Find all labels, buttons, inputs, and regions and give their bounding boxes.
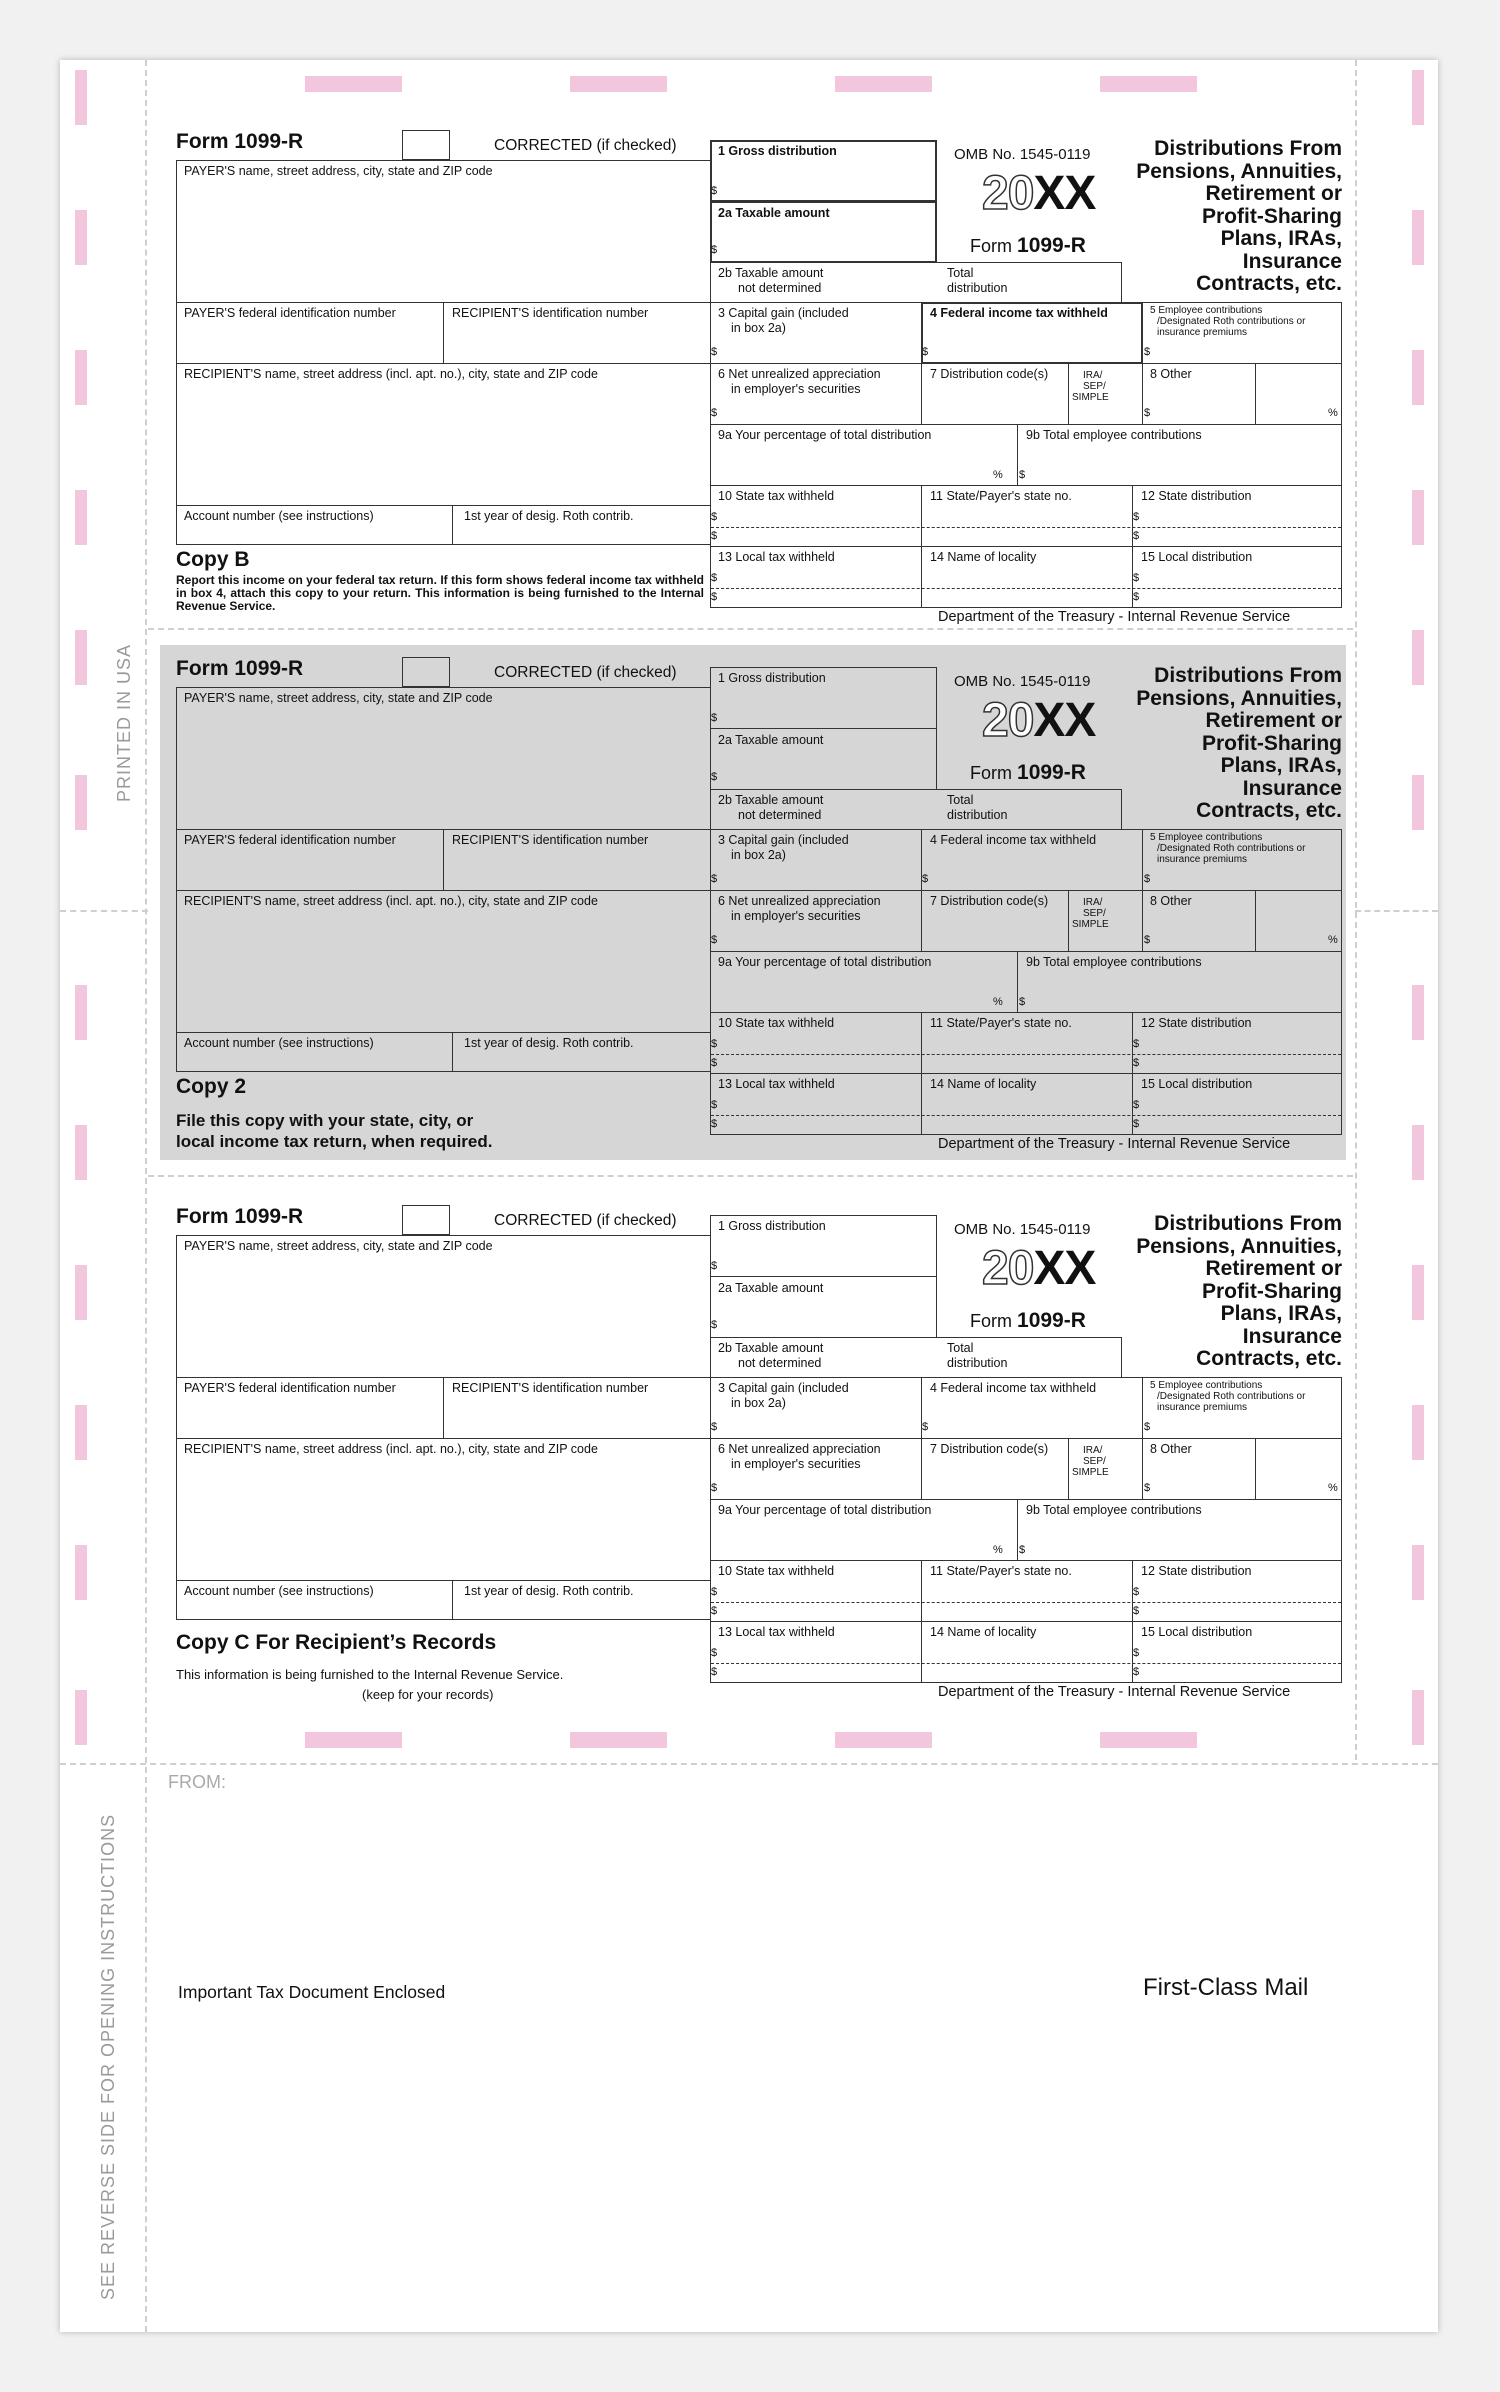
box10-dollar-2: $ [711,1605,718,1617]
roth-year-label: 1st year of desig. Roth contrib. [464,1584,634,1598]
box15-label: 15 Local distribution [1141,1077,1253,1091]
dist-line: Distributions From [1154,664,1342,687]
recipient-name-field[interactable] [176,1438,711,1581]
recipient-tin-label: RECIPIENT'S identification number [452,306,649,320]
pinfeed-mark [1100,1732,1197,1748]
box3-label: 3 Capital gain (included [718,833,849,847]
box9b-label: 9b Total employee contributions [1026,1503,1202,1517]
dist-line: Plans, IRAs, [1220,227,1342,250]
box14-label: 14 Name of locality [930,550,1037,564]
box11-label: 11 State/Payer's state no. [930,1016,1072,1030]
department-label: Department of the Treasury - Internal Revenue Service [938,609,1291,625]
dist-line: Contracts, etc. [1196,799,1342,822]
pinfeed-mark [305,1732,402,1748]
box10-dollar-2: $ [711,530,718,542]
department-label: Department of the Treasury - Internal Revenue Service [938,1684,1291,1700]
box4-label: 4 Federal income tax withheld [930,833,1097,847]
box6-label: 6 Net unrealized appreciation [718,1442,881,1456]
tax-year-outline: 20 [982,1242,1034,1295]
sep-label: SEP/ [1083,1456,1106,1467]
dist-line: Distributions From [1154,137,1342,160]
corrected-label: CORRECTED (if checked) [494,1212,677,1229]
roth-year-label: 1st year of desig. Roth contrib. [464,509,634,523]
dist-line: Plans, IRAs, [1220,1302,1342,1325]
pinfeed-mark [75,1690,87,1745]
box8-dollar: $ [1144,934,1151,946]
pinfeed-mark [570,76,667,92]
copy-c-form [148,1203,1353,1708]
pinfeed-mark [305,76,402,92]
first-class-mail-label: First-Class Mail [1143,1974,1309,2001]
dist-line: Retirement or [1205,182,1342,205]
box15-dollar-2: $ [1133,591,1140,603]
copy-note-2: (keep for your records) [362,1687,494,1702]
form-number: 1099-R [1017,1309,1086,1332]
box6-dollar: $ [711,407,718,419]
copy-note-2: local income tax return, when required. [176,1132,493,1151]
simple-label: SIMPLE [1072,1467,1109,1478]
box2b-label: 2b Taxable amount [718,266,824,280]
sep-label: SEP/ [1083,381,1106,392]
payer-tin-label: PAYER'S federal identification number [184,1381,396,1395]
box3-dollar: $ [711,346,718,358]
total-distribution-label-2: distribution [947,1356,1008,1370]
box15-dollar-2: $ [1133,1666,1140,1678]
payer-name-label: PAYER'S name, street address, city, state and ZIP code [184,164,493,178]
dist-line: Profit-Sharing [1202,1279,1342,1303]
corrected-checkbox[interactable] [402,657,450,687]
distributions-title [1106,1213,1342,1371]
payer-name-field[interactable] [176,687,711,830]
dist-line: Insurance [1242,776,1342,800]
box13-dollar-2: $ [711,591,718,603]
box5-label-2: /Designated Roth contributions or [1157,843,1306,854]
box2b-label-2: not determined [738,808,822,822]
box15-dollar: $ [1133,572,1140,584]
box8-label: 8 Other [1150,367,1192,381]
box13-dollar: $ [711,572,718,584]
box9b-dollar: $ [1019,469,1026,481]
fold-line [60,1763,1438,1765]
tax-year-outline: 20 [982,167,1034,220]
box10-label: 10 State tax withheld [718,1564,835,1578]
box7-label: 7 Distribution code(s) [930,367,1049,381]
distributions-title [1106,138,1342,296]
dist-line: Plans, IRAs, [1220,754,1342,777]
perforation-mark [1355,910,1438,912]
pinfeed-mark [75,210,87,265]
payer-name-field[interactable] [176,160,711,303]
box9a-label: 9a Your percentage of total distribution [718,428,932,442]
box5-label-3: insurance premiums [1157,854,1248,865]
copy-name: Copy 2 [176,1075,247,1098]
box12-dollar: $ [1133,1586,1140,1598]
form-number: 1099-R [1017,761,1086,784]
payer-name-field[interactable] [176,1235,711,1378]
pinfeed-mark [835,1732,932,1748]
box3-dollar: $ [711,873,718,885]
box5-label: 5 Employee contributions [1150,305,1263,316]
recipient-name-label: RECIPIENT'S name, street address (incl. apt. no.), city, state and ZIP code [184,1442,598,1456]
box9b-dollar: $ [1019,1544,1026,1556]
box12-label: 12 State distribution [1141,1564,1252,1578]
pinfeed-mark [75,70,87,125]
corrected-label: CORRECTED (if checked) [494,664,677,681]
ira-label: IRA/ [1083,1445,1103,1456]
pinfeed-mark [1412,1265,1424,1320]
pinfeed-mark [1412,1690,1424,1745]
dist-line: Pensions, Annuities, [1136,159,1342,183]
box15-label: 15 Local distribution [1141,1625,1253,1639]
pinfeed-mark [1412,985,1424,1040]
box11-label: 11 State/Payer's state no. [930,1564,1072,1578]
box8-label: 8 Other [1150,1442,1192,1456]
form-word: Form [970,763,1012,783]
box12-label: 12 State distribution [1141,1016,1252,1030]
box5-dollar: $ [1144,346,1151,358]
box5-dollar: $ [1144,1421,1151,1433]
box5-label-2: /Designated Roth contributions or [1157,1391,1306,1402]
box9b-label: 9b Total employee contributions [1026,955,1202,969]
recipient-name-field[interactable] [176,363,711,506]
box6-label-2: in employer's securities [731,382,861,396]
box1-dollar: $ [711,712,718,724]
recipient-name-label: RECIPIENT'S name, street address (incl. apt. no.), city, state and ZIP code [184,367,598,381]
box13-dollar-2: $ [711,1666,718,1678]
form-title: Form 1099-R [176,657,304,680]
recipient-name-field[interactable] [176,890,711,1033]
simple-label: SIMPLE [1072,919,1109,930]
box9b-label: 9b Total employee contributions [1026,428,1202,442]
box10-label: 10 State tax withheld [718,489,835,503]
simple-label: SIMPLE [1072,392,1109,403]
box8-percent: % [1328,407,1338,419]
dist-line: Pensions, Annuities, [1136,1234,1342,1258]
pinfeed-mark [75,985,87,1040]
box4-label: 4 Federal income tax withheld [930,306,1108,320]
form-title: Form 1099-R [176,130,304,153]
tax-year-solid: XX [1033,1242,1096,1295]
account-number-label: Account number (see instructions) [184,509,374,523]
total-distribution-label: Total [947,1341,974,1355]
dashed-divider [711,588,1341,589]
box5-label: 5 Employee contributions [1150,1380,1263,1391]
box1-dollar: $ [711,1260,718,1272]
box13-label: 13 Local tax withheld [718,1077,835,1091]
dist-line: Insurance [1242,249,1342,273]
box9b-dollar: $ [1019,996,1026,1008]
box9a-percent: % [993,996,1003,1008]
copy-note: This information is being furnished to the Internal Revenue Service. [176,1667,564,1682]
box3-label-2: in box 2a) [731,321,786,335]
box5-label: 5 Employee contributions [1150,832,1263,843]
box6-label-2: in employer's securities [731,909,861,923]
pinfeed-mark [570,1732,667,1748]
box13-label: 13 Local tax withheld [718,550,835,564]
box12-dollar: $ [1133,511,1140,523]
dashed-divider [711,1054,1341,1055]
payer-name-label: PAYER'S name, street address, city, state and ZIP code [184,1239,493,1253]
dist-line: Insurance [1242,1324,1342,1348]
box5-label-3: insurance premiums [1157,327,1248,338]
distributions-title [1106,665,1342,823]
pinfeed-mark [1412,70,1424,125]
tax-year-solid: XX [1033,694,1096,747]
tax-year [982,1241,1095,1296]
box10-dollar: $ [711,511,718,523]
box5-label-2: /Designated Roth contributions or [1157,316,1306,327]
box4-dollar: $ [922,346,929,358]
department-label: Department of the Treasury - Internal Revenue Service [938,1136,1291,1152]
tax-year-solid: XX [1033,167,1096,220]
box2a-dollar: $ [711,771,718,783]
perforation-mark [60,910,148,912]
dist-line: Retirement or [1205,1257,1342,1280]
tax-year [982,166,1095,221]
copy-name: Copy C For Recipient’s Records [176,1631,497,1654]
box6-label: 6 Net unrealized appreciation [718,367,881,381]
account-number-label: Account number (see instructions) [184,1584,374,1598]
box1-label: 1 Gross distribution [718,144,837,158]
box1-dollar: $ [711,185,718,197]
total-distribution-label: Total [947,266,974,280]
pinfeed-mark [1412,490,1424,545]
form-title: Form 1099-R [176,1205,304,1228]
roth-year-label: 1st year of desig. Roth contrib. [464,1036,634,1050]
pinfeed-mark [75,1125,87,1180]
box15-dollar: $ [1133,1099,1140,1111]
recipient-name-label: RECIPIENT'S name, street address (incl. apt. no.), city, state and ZIP code [184,894,598,908]
box13-label: 13 Local tax withheld [718,1625,835,1639]
corrected-checkbox[interactable] [402,130,450,160]
pinfeed-mark [1412,350,1424,405]
dashed-divider [711,527,1341,528]
pinfeed-mark [1100,76,1197,92]
box12-dollar-2: $ [1133,530,1140,542]
box10-dollar-2: $ [711,1057,718,1069]
total-distribution-label-2: distribution [947,808,1008,822]
total-distribution-label-2: distribution [947,281,1008,295]
box12-label: 12 State distribution [1141,489,1252,503]
payer-name-label: PAYER'S name, street address, city, state and ZIP code [184,691,493,705]
form-number: 1099-R [1017,234,1086,257]
corrected-checkbox[interactable] [402,1205,450,1235]
box12-dollar: $ [1133,1038,1140,1050]
box8-percent: % [1328,1482,1338,1494]
box10-dollar: $ [711,1586,718,1598]
box13-dollar: $ [711,1647,718,1659]
pinfeed-mark [75,1265,87,1320]
box6-dollar: $ [711,1482,718,1494]
copy-note: Report this income on your federal tax return. If this form shows federal income tax withheld in box 4, attach this copy to your return. This information is being furnished to the Internal Revenue Service. [176,573,704,613]
box9a-label: 9a Your percentage of total distribution [718,955,932,969]
box3-label: 3 Capital gain (included [718,1381,849,1395]
box3-label: 3 Capital gain (included [718,306,849,320]
dist-line: Retirement or [1205,709,1342,732]
pinfeed-mark [1412,630,1424,685]
form-number-label [970,234,1086,258]
box6-label-2: in employer's securities [731,1457,861,1471]
pinfeed-mark [1412,1125,1424,1180]
box4-dollar: $ [922,873,929,885]
perforation-left [145,60,147,2332]
box8-percent: % [1328,934,1338,946]
omb-number: OMB No. 1545-0119 [954,1221,1091,1238]
box2a-label: 2a Taxable amount [718,206,830,220]
box1-label: 1 Gross distribution [718,1219,826,1233]
box2a-label: 2a Taxable amount [718,1281,824,1295]
important-document-label: Important Tax Document Enclosed [178,1982,446,2002]
ira-label: IRA/ [1083,897,1103,908]
box2a-label: 2a Taxable amount [718,733,824,747]
pinfeed-mark [75,775,87,830]
printed-in-usa: PRINTED IN USA [114,643,134,802]
recipient-tin-label: RECIPIENT'S identification number [452,833,649,847]
box3-label-2: in box 2a) [731,1396,786,1410]
box2b-label: 2b Taxable amount [718,1341,824,1355]
form-word: Form [970,1311,1012,1331]
box3-dollar: $ [711,1421,718,1433]
box9a-label: 9a Your percentage of total distribution [718,1503,932,1517]
pinfeed-mark [1412,1545,1424,1600]
omb-number: OMB No. 1545-0119 [954,146,1091,163]
ira-label: IRA/ [1083,370,1103,381]
pinfeed-mark [75,490,87,545]
form-number-label [970,761,1086,785]
box6-label: 6 Net unrealized appreciation [718,894,881,908]
payer-tin-label: PAYER'S federal identification number [184,306,396,320]
see-reverse-side: SEE REVERSE SIDE FOR OPENING INSTRUCTIONS [98,1813,118,2300]
account-number-label: Account number (see instructions) [184,1036,374,1050]
perforation-line [148,1175,1353,1177]
perforation-line [148,628,1353,630]
box6-dollar: $ [711,934,718,946]
tax-year [982,693,1095,748]
pinfeed-mark [75,1405,87,1460]
box12-dollar-2: $ [1133,1605,1140,1617]
box2b-label: 2b Taxable amount [718,793,824,807]
copy-b-form [148,128,1353,633]
box5-dollar: $ [1144,873,1151,885]
dist-line: Contracts, etc. [1196,1347,1342,1370]
tax-year-outline: 20 [982,694,1034,747]
dashed-divider [711,1115,1341,1116]
omb-number: OMB No. 1545-0119 [954,673,1091,690]
copy-2-form [148,655,1353,1160]
box2a-dollar: $ [711,244,718,256]
pinfeed-mark [75,630,87,685]
dashed-divider [711,1663,1341,1664]
box7-label: 7 Distribution code(s) [930,894,1049,908]
box12-dollar-2: $ [1133,1057,1140,1069]
box11-label: 11 State/Payer's state no. [930,489,1072,503]
box9a-percent: % [993,469,1003,481]
box2b-label-2: not determined [738,281,822,295]
box15-dollar: $ [1133,1647,1140,1659]
dashed-divider [711,1602,1341,1603]
corrected-label: CORRECTED (if checked) [494,137,677,154]
copy-name: Copy B [176,548,250,571]
dist-line: Profit-Sharing [1202,731,1342,755]
pinfeed-mark [1412,775,1424,830]
box4-label: 4 Federal income tax withheld [930,1381,1097,1395]
box2a-dollar: $ [711,1319,718,1331]
box15-label: 15 Local distribution [1141,550,1253,564]
dist-line: Profit-Sharing [1202,204,1342,228]
box1-label: 1 Gross distribution [718,671,826,685]
total-distribution-label: Total [947,793,974,807]
dist-line: Distributions From [1154,1212,1342,1235]
pinfeed-mark [75,1545,87,1600]
box13-dollar-2: $ [711,1118,718,1130]
box3-label-2: in box 2a) [731,848,786,862]
pinfeed-mark [1412,210,1424,265]
dist-line: Pensions, Annuities, [1136,686,1342,710]
form-number-label [970,1309,1086,1333]
box8-dollar: $ [1144,1482,1151,1494]
from-label: FROM: [168,1772,226,1792]
box4-dollar: $ [922,1421,929,1433]
pinfeed-mark [75,350,87,405]
payer-tin-label: PAYER'S federal identification number [184,833,396,847]
box8-label: 8 Other [1150,894,1192,908]
box15-dollar-2: $ [1133,1118,1140,1130]
box9a-percent: % [993,1544,1003,1556]
dist-line: Contracts, etc. [1196,272,1342,295]
box14-label: 14 Name of locality [930,1077,1037,1091]
form-word: Form [970,236,1012,256]
pinfeed-mark [1412,1405,1424,1460]
box7-label: 7 Distribution code(s) [930,1442,1049,1456]
box8-dollar: $ [1144,407,1151,419]
copy-note: File this copy with your state, city, or [176,1111,474,1130]
box10-dollar: $ [711,1038,718,1050]
box14-label: 14 Name of locality [930,1625,1037,1639]
box13-dollar: $ [711,1099,718,1111]
pinfeed-mark [835,76,932,92]
box10-label: 10 State tax withheld [718,1016,835,1030]
box2b-label-2: not determined [738,1356,822,1370]
box5-label-3: insurance premiums [1157,1402,1248,1413]
recipient-tin-label: RECIPIENT'S identification number [452,1381,649,1395]
sep-label: SEP/ [1083,908,1106,919]
